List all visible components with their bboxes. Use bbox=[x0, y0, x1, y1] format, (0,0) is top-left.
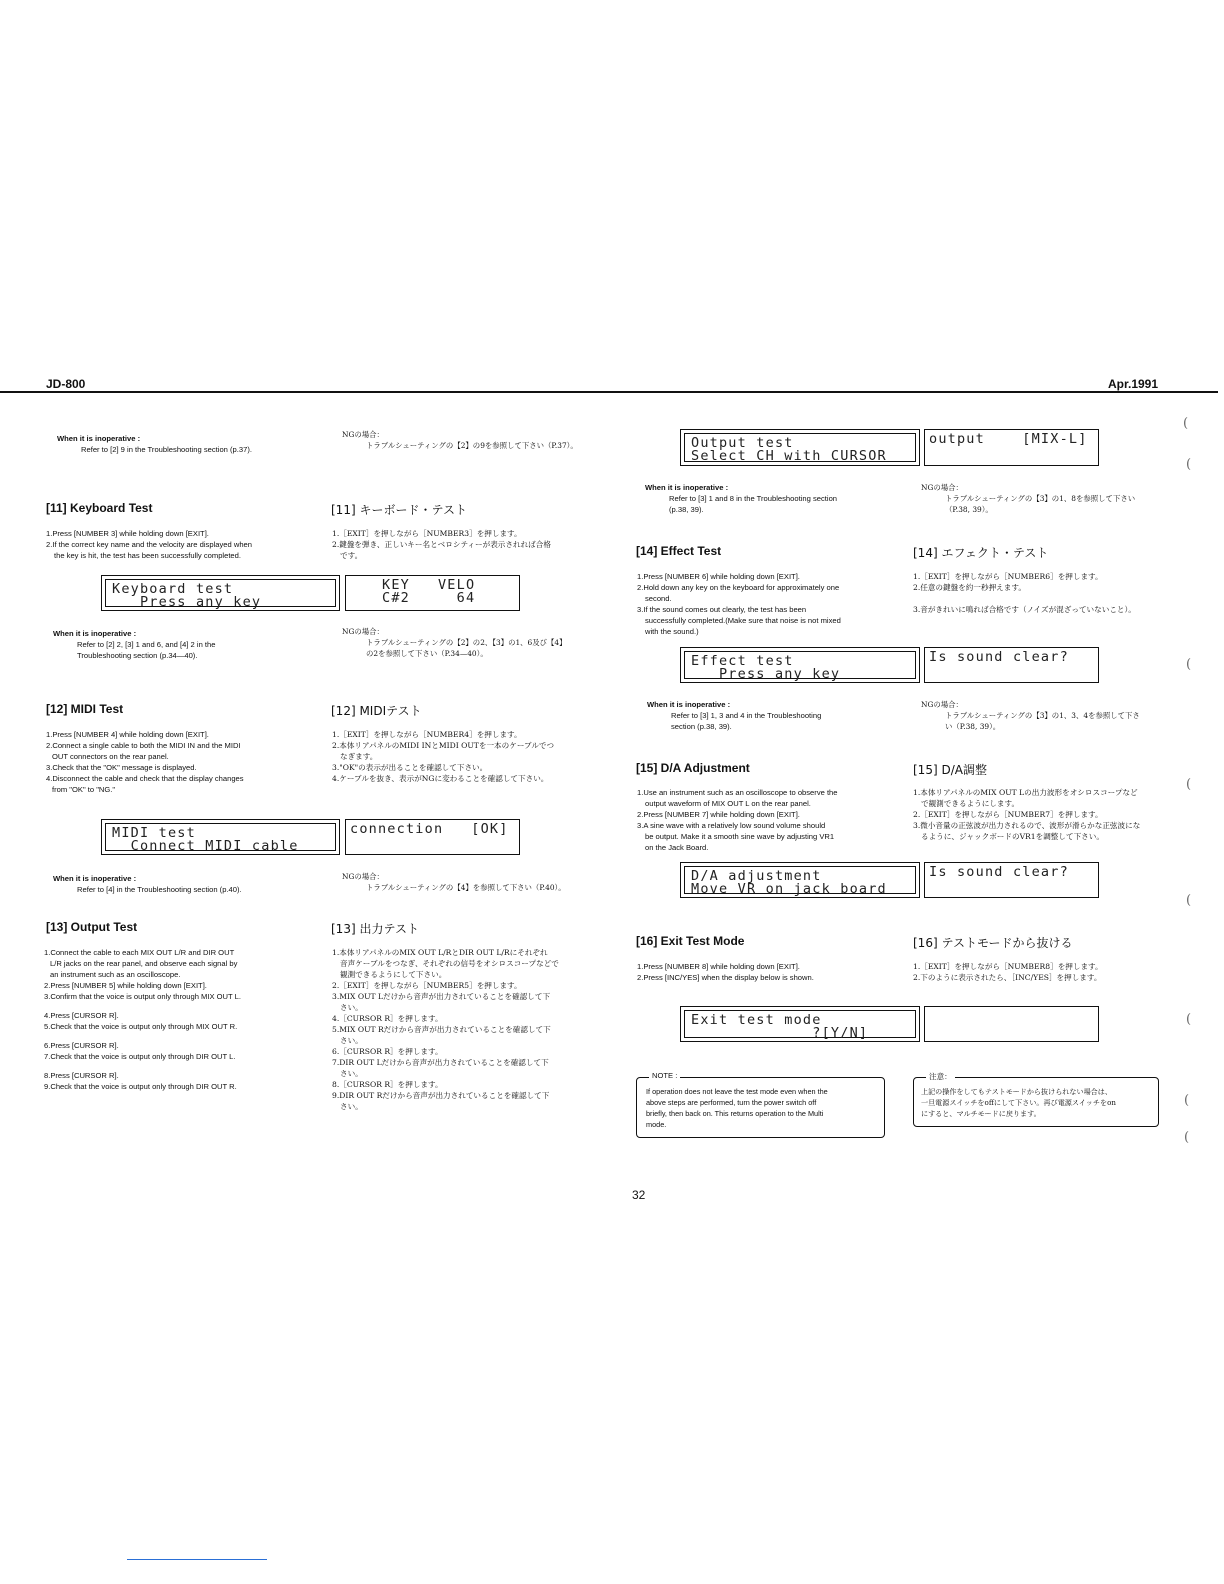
s16-lcd-secondary bbox=[924, 1006, 1099, 1042]
s12-step: 3.Check that the "OK" message is displayed. bbox=[46, 763, 197, 772]
intro-en-label: When it is inoperative : bbox=[57, 434, 141, 443]
s13-step-jp: 観測できるようにして下さい。 bbox=[340, 970, 447, 979]
s16-lcd-main bbox=[680, 1006, 920, 1042]
intro-jp bbox=[342, 429, 592, 451]
s13-step-jp: 7.DIR OUT Lだけから音声が出力されていることを確認して下 bbox=[332, 1058, 549, 1067]
s11-steps-en bbox=[46, 528, 306, 561]
s14-lcd-main bbox=[680, 647, 920, 683]
s13-step-jp: 1.本体リアパネルのMIX OUT L/RとDIR OUT L/Rにそれぞれ bbox=[332, 948, 548, 957]
intro-en bbox=[57, 433, 317, 455]
s16-step: 1.Press [NUMBER 8] while holding down [EXIT]. bbox=[637, 962, 800, 971]
s15-lcd-main bbox=[680, 862, 920, 898]
s12-ng-jp-label: NGの場合： bbox=[342, 872, 384, 881]
lcd-line: MIDI test bbox=[112, 825, 196, 841]
output-lcd-main bbox=[680, 429, 920, 466]
output-ng-jp-line: （P.38, 39）。 bbox=[945, 505, 993, 514]
s12-ng-en bbox=[53, 873, 313, 895]
s15-title-en: [15] D/A Adjustment bbox=[636, 761, 750, 775]
s14-ng-en-line: Refer to [3] 1, 3 and 4 in the Troubleshooting bbox=[671, 711, 822, 720]
lcd-line: KEY VELO bbox=[382, 577, 476, 593]
s12-step: OUT connectors on the rear panel. bbox=[52, 752, 169, 761]
s11-step-jp: 1.［EXIT］を押しながら［NUMBER3］を押します。 bbox=[332, 529, 522, 538]
margin-mark: ( bbox=[1186, 457, 1192, 472]
s15-step-jp: 2.［EXIT］を押しながら［NUMBER7］を押します。 bbox=[913, 810, 1103, 819]
output-ng-en-line: Refer to [3] 1 and 8 in the Troubleshooting section bbox=[669, 494, 838, 503]
lcd-line: Move VR on jack board bbox=[691, 881, 887, 897]
s12-step-jp: 3."OK"の表示が出ることを確認して下さい。 bbox=[332, 763, 488, 772]
s14-steps-jp bbox=[913, 571, 1173, 615]
s14-ng-jp-label: NGの場合： bbox=[921, 700, 963, 709]
s12-step: 4.Disconnect the cable and check that the display changes bbox=[46, 774, 244, 783]
s11-ng-en bbox=[53, 628, 303, 661]
s11-lcd-main bbox=[101, 575, 340, 611]
note-jp-label: 注意： bbox=[926, 1071, 955, 1082]
s13-step-jp: さい。 bbox=[340, 1069, 363, 1078]
s14-lcd-secondary bbox=[924, 647, 1099, 683]
s16-title-en: [16] Exit Test Mode bbox=[636, 934, 745, 948]
margin-mark: ( bbox=[1184, 1130, 1190, 1145]
margin-mark: ( bbox=[1186, 1012, 1192, 1027]
s13-step: 2.Press [NUMBER 5] while holding down [EXIT]. bbox=[44, 981, 207, 990]
s15-steps-jp bbox=[913, 787, 1175, 842]
note-en-text bbox=[646, 1086, 880, 1130]
s13-step-jp: 4.［CURSOR R］を押します。 bbox=[332, 1014, 443, 1023]
s12-step: from "OK" to "NG." bbox=[52, 785, 116, 794]
note-en-line: above steps are performed, turn the power switch off bbox=[646, 1098, 817, 1107]
s13-step: 3.Confirm that the voice is output only through MIX OUT L. bbox=[44, 992, 241, 1001]
s14-ng-jp-line: トラブルシューティングの【3】の1、3、4を参照して下さ bbox=[945, 711, 1140, 720]
s12-lcd-secondary bbox=[345, 819, 520, 855]
s15-step: be output. Make it a smooth sine wave by adjusting VR1 bbox=[645, 832, 835, 841]
s15-lcd-secondary bbox=[924, 862, 1099, 898]
margin-mark: ( bbox=[1186, 657, 1192, 672]
s16-steps-en bbox=[637, 961, 887, 983]
s13-step-jp: さい。 bbox=[340, 1102, 363, 1111]
s12-step: 1.Press [NUMBER 4] while holding down [EXIT]. bbox=[46, 730, 209, 739]
s12-step: 2.Connect a single cable to both the MIDI IN and the MIDI bbox=[46, 741, 241, 750]
s13-step-jp: 2.［EXIT］を押しながら［NUMBER5］を押します。 bbox=[332, 981, 522, 990]
s11-step: 2.If the correct key name and the velocity are displayed when bbox=[46, 540, 252, 549]
s11-title-jp: [11] キーボード・テスト bbox=[331, 503, 467, 517]
s12-step-jp: 4.ケーブルを抜き、表示がNGに変わることを確認して下さい。 bbox=[332, 774, 549, 783]
s12-step-jp: 2.本体リアパネルのMIDI INとMIDI OUTを一本のケーブルでつ bbox=[332, 741, 555, 750]
lcd-line: C#2 64 bbox=[382, 590, 476, 606]
s16-step-jp: 1.［EXIT］を押しながら［NUMBER8］を押します。 bbox=[913, 962, 1103, 971]
s13-step-jp: 音声ケーブルをつなぎ、それぞれの信号をオシロスコープなどで bbox=[340, 959, 559, 968]
s14-step: with the sound.) bbox=[645, 627, 699, 636]
s15-step-jp: 1.本体リアパネルのMIX OUT Lの出力波形をオシロスコープなど bbox=[913, 788, 1138, 797]
s12-step-jp: 1.［EXIT］を押しながら［NUMBER4］を押します。 bbox=[332, 730, 522, 739]
lcd-line: Is sound clear? bbox=[929, 649, 1069, 665]
s14-ng-en bbox=[647, 699, 907, 732]
note-jp-line: 上記の操作をしてもテストモードから抜けられない場合は、 bbox=[921, 1087, 1112, 1096]
s11-ng-jp-line: の2を参照して下さい（P.34—40）。 bbox=[366, 649, 488, 658]
s13-steps-jp bbox=[332, 947, 594, 1112]
s14-step: successfully completed.(Make sure that noise is not mixed bbox=[645, 616, 841, 625]
s11-step-jp: 2.鍵盤を弾き、正しいキー名とベロシティーが表示されれば合格 bbox=[332, 540, 551, 549]
s11-ng-en-line: Refer to [2] 2, [3] 1 and 6, and [4] 2 in the bbox=[77, 640, 216, 649]
s15-step-jp: るように、ジャックボードのVR1を調整して下さい。 bbox=[921, 832, 1104, 841]
s15-step-jp: 3.微小音量の正弦波が出力されるので、波形が滑らかな正弦波にな bbox=[913, 821, 1141, 830]
s14-title-jp: [14] エフェクト・テスト bbox=[913, 546, 1049, 560]
s15-step: 2.Press [NUMBER 7] while holding down [EXIT]. bbox=[637, 810, 800, 819]
s13-step: 8.Press [CURSOR R]. bbox=[44, 1071, 119, 1080]
s11-steps-jp bbox=[332, 528, 592, 561]
s14-ng-jp bbox=[921, 699, 1171, 732]
lcd-line: Select CH with CURSOR bbox=[691, 448, 887, 464]
lcd-line: Effect test bbox=[691, 653, 794, 669]
s14-step-jp: 2.任意の鍵盤を約一秒押えます。 bbox=[913, 583, 1026, 592]
s12-ng-en-label: When it is inoperative : bbox=[53, 874, 137, 883]
output-ng-jp bbox=[921, 482, 1181, 515]
lcd-line: output [MIX-L] bbox=[929, 431, 1088, 447]
page-number: 32 bbox=[632, 1188, 646, 1202]
note-en-line: mode. bbox=[646, 1120, 667, 1129]
s13-step-jp: 9.DIR OUT Rだけから音声が出力されていることを確認して下 bbox=[332, 1091, 550, 1100]
output-lcd-secondary bbox=[924, 429, 1099, 466]
s16-step: 2.Press [INC/YES] when the display below is shown. bbox=[637, 973, 814, 982]
s13-step-jp: さい。 bbox=[340, 1003, 363, 1012]
s14-title-en: [14] Effect Test bbox=[636, 544, 722, 558]
s11-step: 1.Press [NUMBER 3] while holding down [EXIT]. bbox=[46, 529, 209, 538]
s13-step: an instrument such as an oscilloscope. bbox=[50, 970, 181, 979]
s13-step: L/R jacks on the rear panel, and observe each signal by bbox=[50, 959, 238, 968]
s14-ng-jp-line: い（P.38, 39）。 bbox=[945, 722, 1001, 731]
s13-step-jp: さい。 bbox=[340, 1036, 363, 1045]
lcd-line: D/A adjustment bbox=[691, 868, 822, 884]
s11-ng-jp bbox=[342, 626, 592, 659]
s11-ng-jp-label: NGの場合： bbox=[342, 627, 384, 636]
note-jp-text bbox=[921, 1086, 1155, 1119]
s12-steps-jp bbox=[332, 729, 592, 784]
s13-step: 6.Press [CURSOR R]. bbox=[44, 1041, 119, 1050]
s13-step-jp: 3.MIX OUT Lだけから音声が出力されていることを確認して下 bbox=[332, 992, 551, 1001]
s13-step: 9.Check that the voice is output only through DIR OUT R. bbox=[44, 1082, 237, 1091]
s12-ng-en-line: Refer to [4] in the Troubleshooting section (p.40). bbox=[77, 885, 242, 894]
s12-title-en: [12] MIDI Test bbox=[46, 702, 124, 716]
s14-step: second. bbox=[645, 594, 672, 603]
s14-ng-en-label: When it is inoperative : bbox=[647, 700, 731, 709]
note-en-line: briefly, then back on. This returns operation to the Multi bbox=[646, 1109, 824, 1118]
s15-step-jp: で観測できるようにします。 bbox=[921, 799, 1020, 808]
header-model: JD-800 bbox=[46, 377, 86, 391]
s11-ng-jp-line: トラブルシューティングの【2】の2、【3】の1、6及び【4】 bbox=[366, 638, 567, 647]
s16-step-jp: 2.下のように表示されたら、［INC/YES］を押します。 bbox=[913, 973, 1102, 982]
output-ng-en bbox=[645, 482, 905, 515]
s13-title-en: [13] Output Test bbox=[46, 920, 138, 934]
s13-title-jp: [13] 出力テスト bbox=[331, 922, 419, 936]
s13-steps-en bbox=[44, 947, 306, 1092]
lcd-line: Connect MIDI cable bbox=[112, 838, 299, 854]
note-jp-line: 一旦電源スイッチをoffにして下さい。再び電源スイッチをon bbox=[921, 1098, 1116, 1107]
lcd-line: Press any key bbox=[112, 594, 262, 610]
s14-step: 2.Hold down any key on the keyboard for approximately one bbox=[637, 583, 840, 592]
note-jp-line: にすると、マルチモードに戻ります。 bbox=[921, 1109, 1041, 1118]
s16-steps-jp bbox=[913, 961, 1173, 983]
s15-step: on the Jack Board. bbox=[645, 843, 709, 852]
s12-ng-jp-line: トラブルシューティングの【4】を参照して下さい（P.40）。 bbox=[366, 883, 566, 892]
lcd-line: ?[Y/N] bbox=[691, 1025, 869, 1041]
note-en-label: NOTE : bbox=[649, 1071, 680, 1080]
margin-mark: ( bbox=[1183, 416, 1189, 431]
header-date: Apr.1991 bbox=[1108, 377, 1159, 391]
s11-step: the key is hit, the test has been successfully completed. bbox=[54, 551, 241, 560]
s14-step: 3.If the sound comes out clearly, the test has been bbox=[637, 605, 807, 614]
lcd-line: Is sound clear? bbox=[929, 864, 1069, 880]
lcd-line: Output test bbox=[691, 435, 794, 451]
intro-en-text: Refer to [2] 9 in the Troubleshooting section (p.37). bbox=[81, 445, 252, 454]
s11-ng-en-line: Troubleshooting section (p.34—40). bbox=[77, 651, 198, 660]
margin-mark: ( bbox=[1184, 1093, 1190, 1108]
s11-step-jp: です。 bbox=[340, 551, 363, 560]
s16-title-jp: [16] テストモードから抜ける bbox=[913, 936, 1073, 950]
s13-step: 4.Press [CURSOR R]. bbox=[44, 1011, 119, 1020]
s14-step-jp: 3.音がきれいに鳴れば合格です（ノイズが混ざっていないこと）。 bbox=[913, 605, 1136, 614]
s13-step-jp: 5.MIX OUT Rだけから音声が出力されていることを確認して下 bbox=[332, 1025, 551, 1034]
scan-line bbox=[127, 1559, 267, 1560]
s15-step: 3.A sine wave with a relatively low sound volume should bbox=[637, 821, 826, 830]
s14-steps-en bbox=[637, 571, 887, 637]
margin-mark: ( bbox=[1186, 893, 1192, 908]
output-ng-en-line: (p.38, 39). bbox=[669, 505, 704, 514]
s15-title-jp: [15] D/A調整 bbox=[913, 763, 987, 777]
s13-step-jp: 8.［CURSOR R］を押します。 bbox=[332, 1080, 443, 1089]
intro-jp-label: NGの場合： bbox=[342, 430, 384, 439]
s12-title-jp: [12] MIDIテスト bbox=[331, 704, 422, 718]
s11-ng-en-label: When it is inoperative : bbox=[53, 629, 137, 638]
lcd-line: Keyboard test bbox=[112, 581, 234, 597]
s12-step-jp: なぎます。 bbox=[340, 752, 378, 761]
output-ng-jp-label: NGの場合： bbox=[921, 483, 963, 492]
output-ng-en-label: When it is inoperative : bbox=[645, 483, 729, 492]
note-en-line: If operation does not leave the test mode even when the bbox=[646, 1087, 828, 1096]
s13-step: 7.Check that the voice is output only through DIR OUT L. bbox=[44, 1052, 236, 1061]
s15-step: 1.Use an instrument such as an oscilloscope to observe the bbox=[637, 788, 838, 797]
s14-step: 1.Press [NUMBER 6] while holding down [EXIT]. bbox=[637, 572, 800, 581]
s11-lcd-secondary bbox=[345, 575, 520, 611]
lcd-line: Exit test mode bbox=[691, 1012, 822, 1028]
s15-step: output waveform of MIX OUT L on the rear panel. bbox=[645, 799, 811, 808]
margin-mark: ( bbox=[1186, 777, 1192, 792]
s12-ng-jp bbox=[342, 871, 602, 893]
s11-title-en: [11] Keyboard Test bbox=[46, 501, 153, 515]
header-rule bbox=[0, 391, 1218, 393]
s13-step-jp: 6.［CURSOR R］を押します。 bbox=[332, 1047, 443, 1056]
s14-step-jp: 1.［EXIT］を押しながら［NUMBER6］を押します。 bbox=[913, 572, 1103, 581]
intro-jp-text: トラブルシューティングの【2】の9を参照して下さい（P.37）。 bbox=[366, 441, 578, 450]
lcd-line: connection [OK] bbox=[350, 821, 509, 837]
s12-lcd-main bbox=[101, 819, 340, 855]
s13-step: 5.Check that the voice is output only through MIX OUT R. bbox=[44, 1022, 238, 1031]
s13-step: 1.Connect the cable to each MIX OUT L/R and DIR OUT bbox=[44, 948, 235, 957]
s15-steps-en bbox=[637, 787, 887, 853]
s14-ng-en-line: section (p.38, 39). bbox=[671, 722, 732, 731]
lcd-line: Press any key bbox=[691, 666, 841, 682]
s12-steps-en bbox=[46, 729, 306, 795]
output-ng-jp-line: トラブルシューティングの【3】の1、8を参照して下さい bbox=[945, 494, 1136, 503]
